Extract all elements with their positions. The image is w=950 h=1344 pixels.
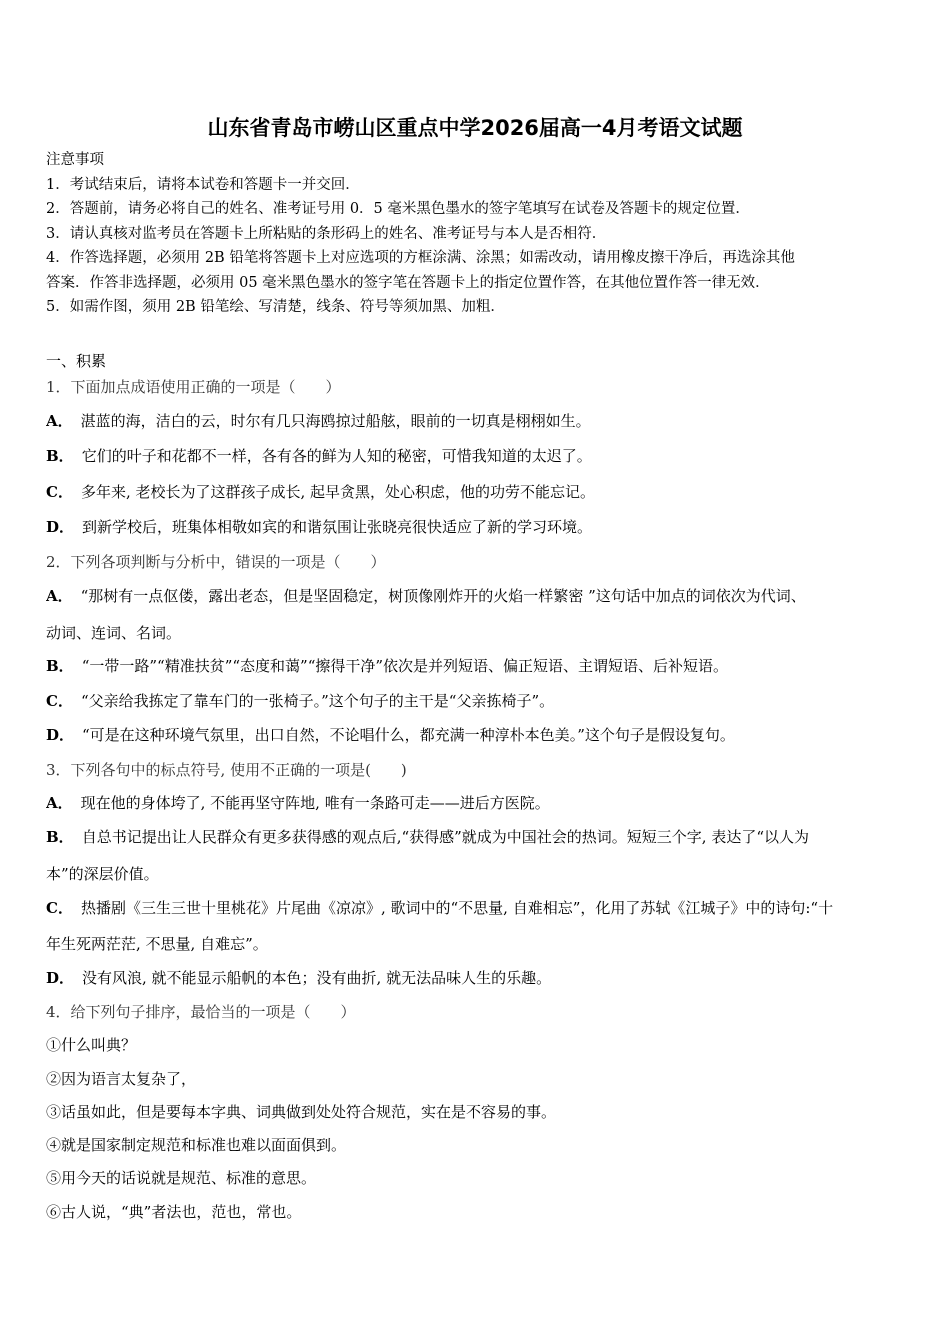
question-3-option-b-cont: 本”的深层价值。 — [46, 865, 159, 883]
notice-line: 2．答题前，请务必将自己的姓名、准考证号用 0．5 毫米黑色墨水的签字笔填写在试卷及答题卡的规定位置． — [46, 201, 750, 217]
option-text: “可是在这种环境气氛里，出口自然，不论唱什么，都充满一种淳朴本色美。”这个句子是假设复句。 — [82, 726, 735, 744]
question-2-option-a — [46, 585, 908, 606]
notice-line: 4．作答选择题，必须用 2B 铅笔将答题卡上对应选项的方框涂满、涂黑；如需改动，请用橡皮擦干净后，再选涂其他 — [46, 250, 795, 266]
section-heading: 一、积累 — [46, 352, 107, 370]
option-text: 湛蓝的海，洁白的云，时尔有几只海鸥掠过船舷，眼前的一切真是栩栩如生。 — [80, 412, 591, 430]
notice-heading: 注意事项 — [46, 152, 104, 168]
option-text: 自总书记提出让人民群众有更多获得感的观点后,“获得感”就成为中国社会的热词。短短三个字, 表达了“以人为 — [81, 828, 810, 846]
question-3-stem: 3．下列各句中的标点符号, 使用不正确的一项是( ) — [46, 761, 407, 779]
sentence-item: ⑥古人说，“典”者法也，范也，常也。 — [46, 1203, 302, 1221]
sentence-item: ④就是国家制定规范和标准也难以面面俱到。 — [46, 1136, 347, 1154]
question-3-option-c — [46, 897, 908, 918]
question-3-option-c-cont: 年生死两茫茫, 不思量, 自难忘”。 — [46, 935, 268, 953]
question-2-option-b — [46, 655, 908, 676]
question-2-option-d — [46, 724, 908, 745]
question-3-option-d — [46, 967, 908, 988]
question-4-stem: 4．给下列句子排序，最恰当的一项是（ ） — [46, 1003, 356, 1021]
question-2-option-a-cont: 动词、连词、名词。 — [46, 624, 182, 642]
notice-line: 答案．作答非选择题，必须用 05 毫米黑色墨水的签字笔在答题卡上的指定位置作答，在其他位置作答一律无效． — [46, 274, 770, 291]
sentence-item: ①什么叫典？ — [46, 1036, 137, 1054]
sentence-item: ⑤用今天的话说就是规范、标准的意思。 — [46, 1169, 317, 1187]
question-3-option-a — [46, 792, 908, 813]
option-text: 多年来, 老校长为了这群孩子成长, 起早贪黑，处心积虑，他的功劳不能忘记。 — [80, 483, 596, 501]
notice-block — [46, 148, 908, 320]
option-label: B． — [46, 828, 74, 846]
sentence-item: ③话虽如此，但是要每本字典、词典做到处处符合规范，实在是不容易的事。 — [46, 1103, 557, 1121]
question-2-option-c — [46, 690, 908, 711]
option-text: 没有风浪, 就不能显示船帆的本色；没有曲折, 就无法品味人生的乐趣。 — [82, 969, 552, 987]
option-text: 现在他的身体垮了, 不能再坚守阵地, 唯有一条路可走——进后方医院。 — [80, 794, 550, 812]
sentence-item: ②因为语言太复杂了， — [46, 1070, 197, 1088]
option-label: D． — [46, 518, 75, 536]
option-label: A． — [46, 412, 73, 430]
option-label: C． — [46, 899, 73, 917]
option-text: 到新学校后，班集体相敬如宾的和谐氛围让张晓亮很快适应了新的学习环境。 — [82, 518, 593, 536]
question-1-option-c — [46, 481, 908, 502]
question-1-option-a — [46, 410, 908, 431]
notice-line: 5．如需作图，须用 2B 铅笔绘、写清楚，线条、符号等须加黑、加粗． — [46, 299, 505, 315]
option-label: C． — [46, 692, 73, 710]
question-2-stem: 2．下列各项判断与分析中，错误的一项是（ ） — [46, 553, 386, 571]
notice-line: 1．考试结束后，请将本试卷和答题卡一并交回． — [46, 176, 360, 193]
notice-line: 3．请认真核对监考员在答题卡上所粘贴的条形码上的姓名、准考证号与本人是否相符． — [46, 225, 607, 242]
option-label: D． — [46, 969, 75, 987]
option-text: “那树有一点伛偻，露出老态，但是坚固稳定，树顶像刚炸开的火焰一样繁密 ”这句话中加点的词依次为代词、 — [80, 587, 806, 605]
option-text: 它们的叶子和花都不一样，各有各的鲜为人知的秘密，可惜我知道的太迟了。 — [81, 447, 592, 465]
question-1-option-b — [46, 445, 908, 466]
option-label: B． — [46, 447, 74, 465]
option-label: A． — [46, 587, 73, 605]
option-text: “一带一路”“精准扶贫”“态度和蔼”“擦得干净”依次是并列短语、偏正短语、主谓短语、后补短语。 — [81, 657, 729, 675]
question-1-option-d — [46, 516, 908, 537]
option-label: D． — [46, 726, 75, 744]
option-label: C． — [46, 483, 73, 501]
option-label: A． — [46, 794, 73, 812]
option-text: 热播剧《三生三世十里桃花》片尾曲《凉凉》, 歌词中的“不思量, 自难相忘”，化用了苏轼《江城子》中的诗句:“十 — [80, 899, 834, 917]
option-text: “父亲给我拣定了靠车门的一张椅子。”这个句子的主干是“父亲拣椅子”。 — [80, 692, 555, 710]
option-label: B． — [46, 657, 74, 675]
question-3-option-b — [46, 826, 908, 847]
question-1-stem: 1．下面加点成语使用正确的一项是（ ） — [46, 378, 341, 396]
exam-title: 山东省青岛市崂山区重点中学2026届高一4月考语文试题 — [207, 116, 743, 140]
